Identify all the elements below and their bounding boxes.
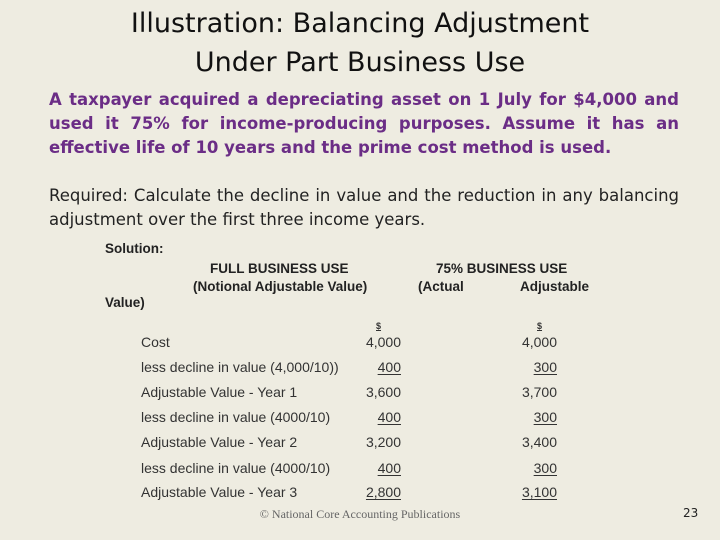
required-statement: Required: Calculate the decline in value and the reduction in any balancing adjustment over the first three income years. (49, 186, 679, 229)
full-use-adjustable-year-1: 3,600 (365, 384, 401, 400)
full-use-decline-3: 400 (377, 460, 401, 476)
row-label-decline-3: less decline in value (4000/10) (141, 460, 331, 476)
row-label-adjustable-year-1: Adjustable Value - Year 1 (141, 384, 298, 400)
full-use-cost: 4,000 (365, 334, 401, 350)
solution-heading: Solution: (105, 241, 164, 256)
part-use-decline-2: 300 (533, 409, 557, 425)
col2-header-line-2a: (Actual (418, 279, 464, 294)
part-use-adjustable-year-3: 3,100 (521, 484, 557, 500)
col2-header-line-2b: Adjustable (520, 279, 590, 294)
slide-title-line-2: Under Part Business Use (194, 47, 526, 78)
row-label-cost: Cost (141, 334, 170, 350)
copyright-footer: © National Core Accounting Publications (259, 507, 461, 521)
col2-header-line-1: 75% BUSINESS USE (436, 261, 568, 276)
full-use-adjustable-year-2: 3,200 (365, 434, 401, 450)
currency-marker-part: $ (537, 321, 543, 331)
col1-header-line-1: FULL BUSINESS USE (210, 261, 349, 276)
row-label-decline-1: less decline in value (4,000/10)) (141, 359, 339, 375)
value-label: Value) (105, 295, 145, 310)
slide-title-line-1: Illustration: Balancing Adjustment (130, 8, 590, 39)
part-use-adjustable-year-2: 3,400 (521, 434, 557, 450)
part-use-decline-3: 300 (533, 460, 557, 476)
full-use-decline-1: 400 (377, 359, 401, 375)
page-number: 23 (683, 506, 699, 520)
part-use-cost: 4,000 (521, 334, 557, 350)
currency-marker-full: $ (376, 321, 382, 331)
row-label-decline-2: less decline in value (4000/10) (141, 409, 331, 425)
full-use-adjustable-year-3: 2,800 (365, 484, 401, 500)
row-label-adjustable-year-3: Adjustable Value - Year 3 (141, 484, 298, 500)
part-use-decline-1: 300 (533, 359, 557, 375)
problem-statement: A taxpayer acquired a depreciating asset on 1 July for $4,000 and used it 75% for income-producing purposes. Assume it has an effective life of 10 years and the prime cost method is used. (49, 90, 679, 157)
full-use-decline-2: 400 (377, 409, 401, 425)
part-use-adjustable-year-1: 3,700 (521, 384, 557, 400)
col1-header-line-2: (Notional Adjustable Value) (193, 279, 368, 294)
row-label-adjustable-year-2: Adjustable Value - Year 2 (141, 434, 298, 450)
